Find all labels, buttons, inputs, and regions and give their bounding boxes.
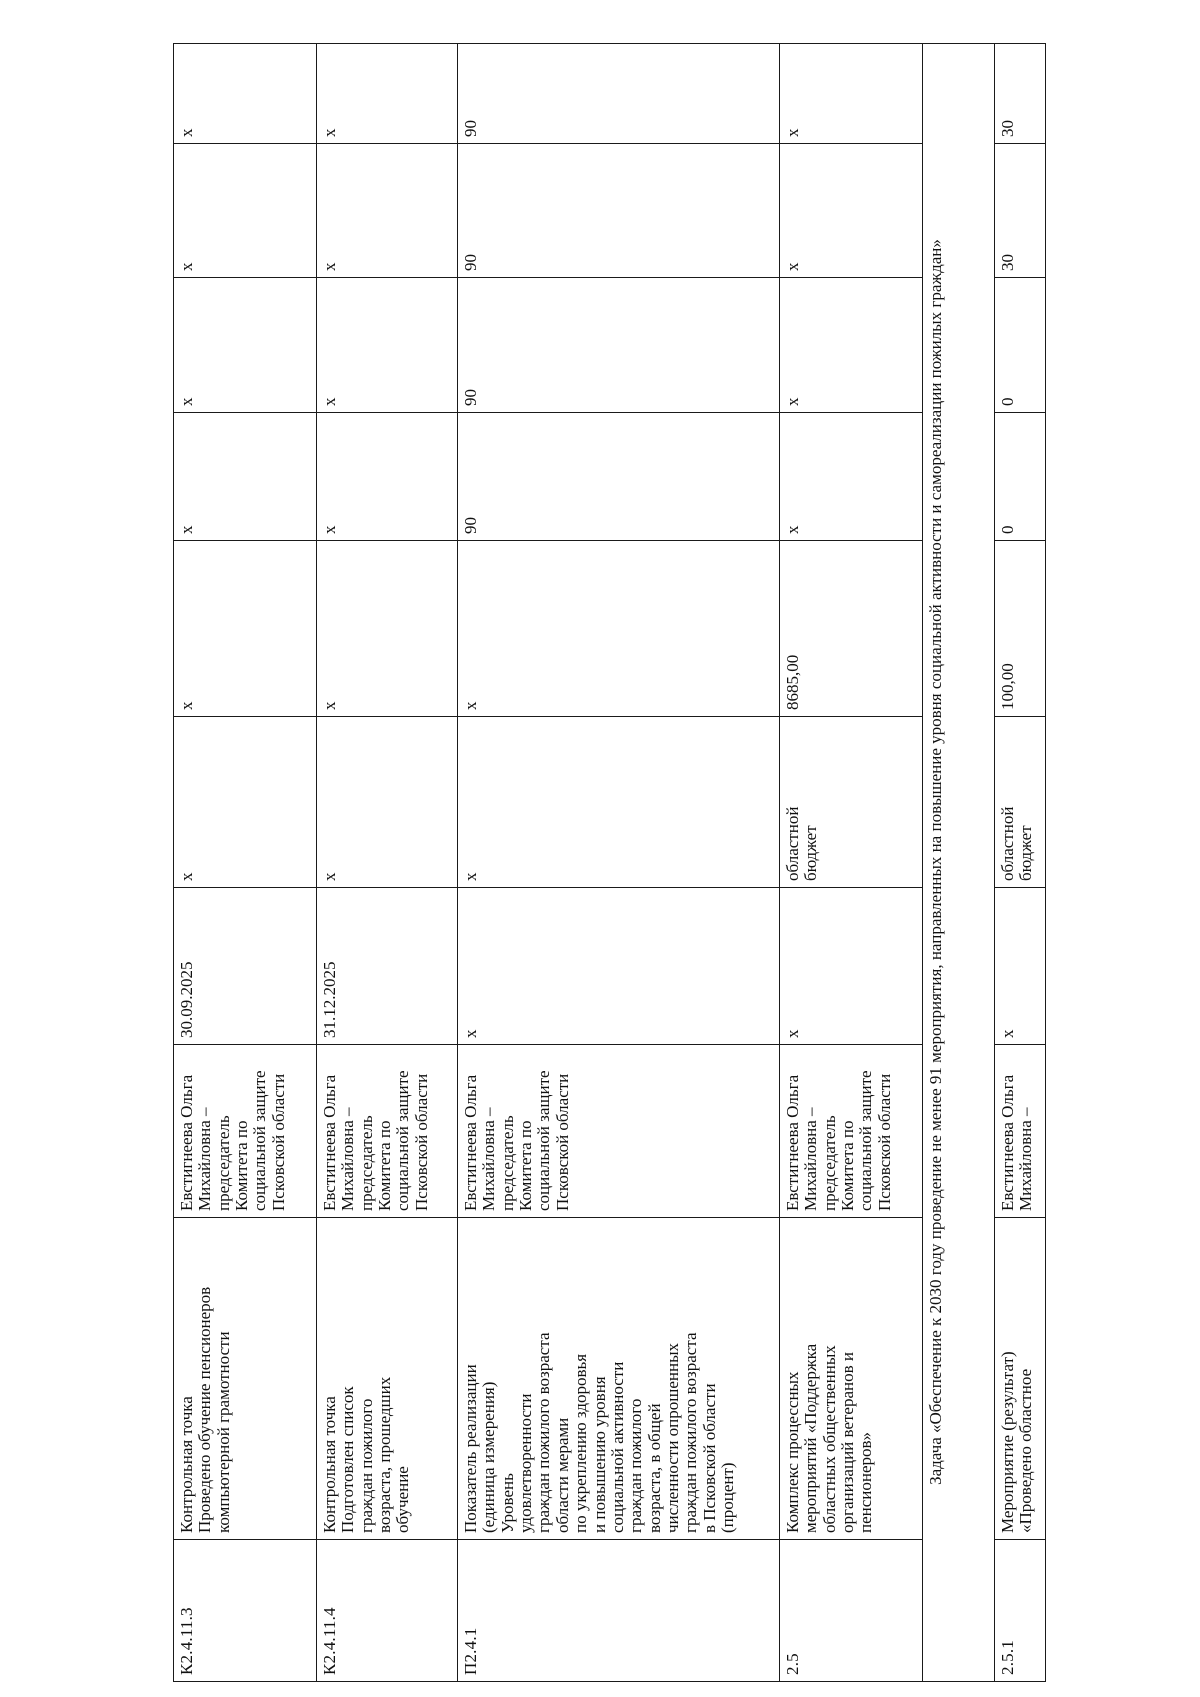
row-value-3: х <box>780 144 923 278</box>
row-name: Мероприятие (результат) «Проведено областное <box>995 1218 1046 1540</box>
row-value-1: 90 <box>458 413 780 541</box>
row-amount: х <box>174 541 317 717</box>
row-name: Контрольная точка Подготовлен список граждан пожилого возраста, прошедших обучение <box>317 1218 458 1540</box>
row-id: К2.4.11.4 <box>317 1540 458 1682</box>
row-responsible: Евстигнеева Ольга Михайловна – председатель Комитета по социальной защите Псковской области <box>317 1045 458 1218</box>
task-row <box>923 44 995 1682</box>
row-value-1: х <box>174 413 317 541</box>
row-responsible: Евстигнеева Ольга Михайловна – <box>995 1045 1046 1218</box>
row-value-4: х <box>780 44 923 144</box>
rotated-page <box>173 0 1200 1697</box>
table-row <box>780 44 923 1682</box>
row-source: х <box>458 717 780 888</box>
row-value-4: х <box>174 44 317 144</box>
row-date: х <box>458 888 780 1045</box>
row-name: Контрольная точка Проведено обучение пенсионеров компьютерной грамотности <box>174 1218 317 1540</box>
row-date: 31.12.2025 <box>317 888 458 1045</box>
row-source: областной бюджет <box>995 717 1046 888</box>
row-value-3: 30 <box>995 144 1046 278</box>
row-source: областной бюджет <box>780 717 923 888</box>
row-date: х <box>780 888 923 1045</box>
row-id: 2.5.1 <box>995 1540 1046 1682</box>
row-id: К2.4.11.3 <box>174 1540 317 1682</box>
row-date: 30.09.2025 <box>174 888 317 1045</box>
row-responsible: Евстигнеева Ольга Михайловна – председатель Комитета по социальной защите Псковской области <box>458 1045 780 1218</box>
row-value-4: 90 <box>458 44 780 144</box>
row-value-1: 0 <box>995 413 1046 541</box>
row-value-3: х <box>174 144 317 278</box>
table-row <box>458 44 780 1682</box>
row-amount: х <box>458 541 780 717</box>
row-source: х <box>174 717 317 888</box>
row-value-4: х <box>317 44 458 144</box>
row-name: Комплекс процессных мероприятий «Поддержка областных общественных организаций ветеранов и пенсионеров» <box>780 1218 923 1540</box>
table-row <box>317 44 458 1682</box>
table-row <box>174 44 317 1682</box>
row-value-1: х <box>780 413 923 541</box>
row-date: х <box>995 888 1046 1045</box>
row-value-2: х <box>174 278 317 413</box>
plan-table <box>173 43 1046 1682</box>
row-value-2: х <box>317 278 458 413</box>
row-amount: 100,00 <box>995 541 1046 717</box>
row-source: х <box>317 717 458 888</box>
row-id: 2.5 <box>780 1540 923 1682</box>
task-text: Задача «Обеспечение к 2030 году проведение не менее 91 мероприятия, направленных на повышение уровня социальной активности и самореализации пожилых граждан» <box>923 44 995 1682</box>
row-value-2: 90 <box>458 278 780 413</box>
row-name: Показатель реализации (единица измерения) Уровень удовлетворенности граждан пожилого возраста области мерами по укреплению здоровья и повышению уровня социальной активности граждан пожилого возраста, в общей численности опрошенных граждан пожилого возраста в Псковской области (процент) <box>458 1218 780 1540</box>
row-value-2: 0 <box>995 278 1046 413</box>
table-row <box>995 44 1046 1682</box>
row-value-1: х <box>317 413 458 541</box>
row-responsible: Евстигнеева Ольга Михайловна – председатель Комитета по социальной защите Псковской области <box>780 1045 923 1218</box>
row-value-2: х <box>780 278 923 413</box>
row-amount: х <box>317 541 458 717</box>
row-responsible: Евстигнеева Ольга Михайловна – председатель Комитета по социальной защите Псковской области <box>174 1045 317 1218</box>
row-value-4: 30 <box>995 44 1046 144</box>
row-value-3: х <box>317 144 458 278</box>
row-value-3: 90 <box>458 144 780 278</box>
row-amount: 8685,00 <box>780 541 923 717</box>
row-id: П2.4.1 <box>458 1540 780 1682</box>
